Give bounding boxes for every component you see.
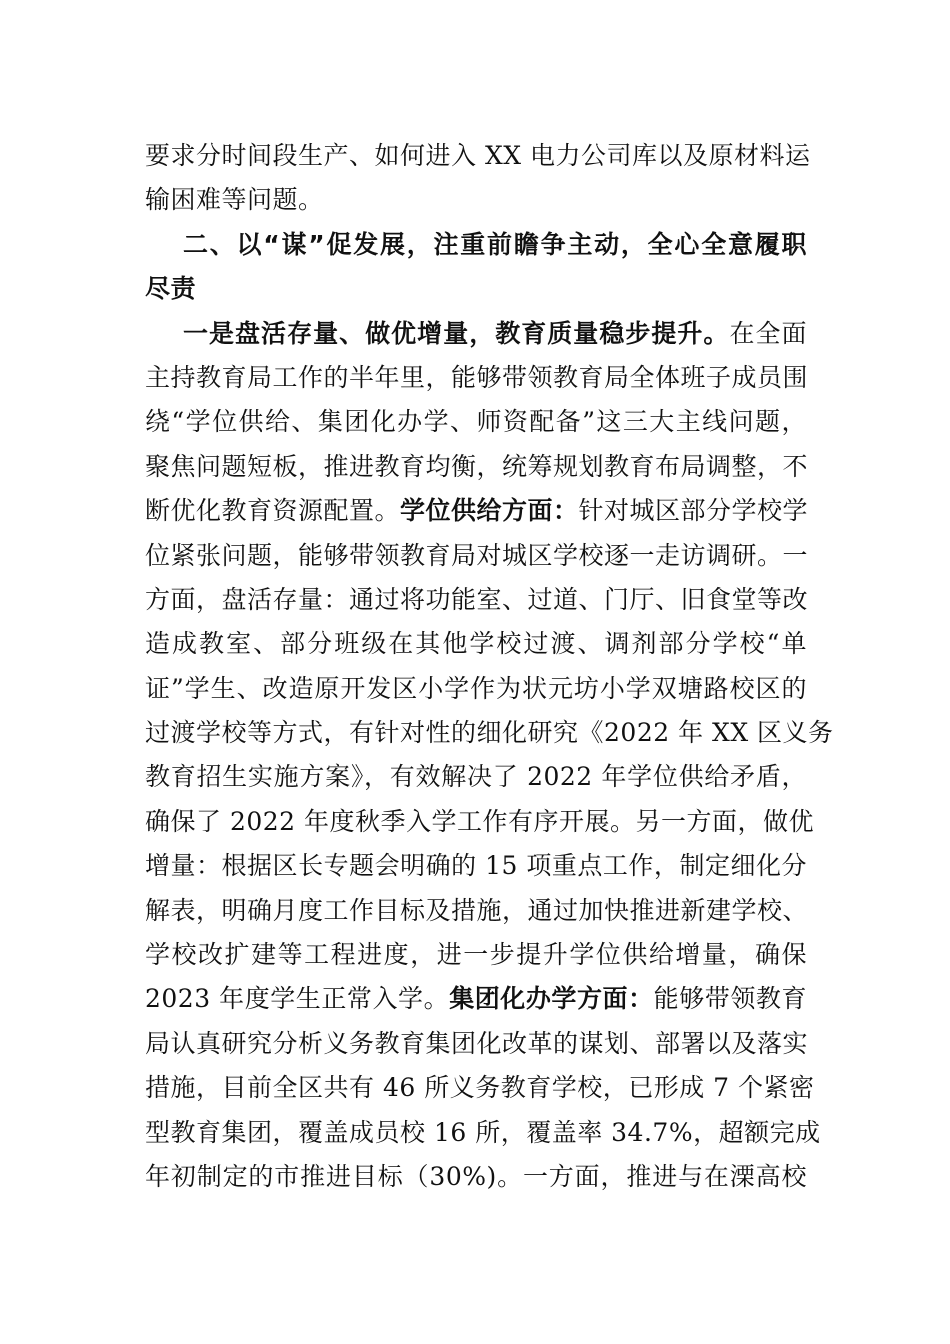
text-line xyxy=(145,489,807,533)
text-line xyxy=(145,622,807,666)
text-segment: 局认真研究分析义务教育集团化改革的谋划、部署以及落实 xyxy=(145,1028,809,1058)
text-segment: 2023 年度学生正常入学。 xyxy=(145,984,450,1014)
paragraph xyxy=(145,134,811,223)
text-segment: 针对城区部分学校学 xyxy=(578,496,809,526)
text-segment: 学校改扩建等工程进度，进一步提升学位供给增量，确保 xyxy=(145,940,807,970)
text-segment: 在全面 xyxy=(729,318,807,348)
bold-lead-text: 学位供给方面： xyxy=(400,496,579,526)
text-segment: 绕“学位供给、集团化办学、师资配备”这三大主线问题， xyxy=(145,407,807,437)
text-segment: 型教育集团，覆盖成员校 16 所，覆盖率 34.7%，超额完成 xyxy=(145,1117,821,1147)
text-line xyxy=(145,534,807,578)
text-line xyxy=(145,312,807,356)
section-heading xyxy=(145,223,807,312)
text-line xyxy=(145,800,815,844)
text-line xyxy=(145,223,807,267)
text-line xyxy=(145,178,807,222)
text-line xyxy=(145,578,807,622)
text-segment: 措施，目前全区共有 46 所义务教育学校，已形成 7 个紧密 xyxy=(145,1073,815,1103)
text-line xyxy=(145,711,834,755)
text-line xyxy=(145,1022,807,1066)
text-line xyxy=(145,667,807,711)
bold-lead-text: 一是盘活存量、做优增量，教育质量稳步提升。 xyxy=(183,318,730,348)
text-segment: 能够带领教育 xyxy=(653,984,807,1014)
text-segment: 确保了 2022 年度秋季入学工作有序开展。另一方面，做优 xyxy=(145,806,815,836)
text-segment: 造成教室、部分班级在其他学校过渡、调剂部分学校“单 xyxy=(145,629,807,659)
text-line xyxy=(145,1155,807,1199)
document-page xyxy=(145,134,834,1199)
text-segment: 教育招生实施方案》，有效解决了 2022 年学位供给矛盾， xyxy=(145,762,807,792)
text-line xyxy=(145,267,807,311)
text-segment: 增量：根据区长专题会明确的 15 项重点工作，制定细化分 xyxy=(145,851,807,881)
text-line xyxy=(145,889,807,933)
text-segment: 方面，盘活存量：通过将功能室、过道、门厅、旧食堂等改 xyxy=(145,584,809,614)
text-line xyxy=(145,134,811,178)
text-line xyxy=(145,445,807,489)
text-line xyxy=(145,356,807,400)
text-line xyxy=(145,1111,821,1155)
text-line xyxy=(145,844,807,888)
text-segment: 过渡学校等方式，有针对性的细化研究《2022 年 XX 区义务 xyxy=(145,718,834,748)
text-segment: 年初制定的市推进目标（30%)。一方面，推进与在溧高校 xyxy=(145,1161,807,1191)
text-segment: 输困难等问题。 xyxy=(145,185,324,215)
text-line xyxy=(145,933,807,977)
text-segment: 解表，明确月度工作目标及措施，通过加快推进新建学校、 xyxy=(145,895,809,925)
paragraph xyxy=(145,312,834,1200)
text-segment: 断优化教育资源配置。 xyxy=(145,496,401,526)
text-segment: 二、以“谋”促发展，注重前瞻争主动，全心全意履职 xyxy=(183,229,807,259)
text-line xyxy=(145,400,807,444)
text-line xyxy=(145,1066,815,1110)
text-segment: 主持教育局工作的半年里，能够带领教育局全体班子成员围 xyxy=(145,362,809,392)
text-line xyxy=(145,977,807,1021)
text-line xyxy=(145,755,807,799)
text-segment: 要求分时间段生产、如何进入 XX 电力公司库以及原材料运 xyxy=(145,141,811,170)
text-segment: 证”学生、改造原开发区小学作为状元坊小学双塘路校区的 xyxy=(145,673,807,703)
text-segment: 位紧张问题，能够带领教育局对城区学校逐一走访调研。一 xyxy=(145,540,809,570)
text-segment: 聚焦问题短板，推进教育均衡，统筹规划教育布局调整，不 xyxy=(145,451,809,481)
text-segment: 尽责 xyxy=(145,274,197,304)
bold-lead-text: 集团化办学方面： xyxy=(449,984,654,1014)
